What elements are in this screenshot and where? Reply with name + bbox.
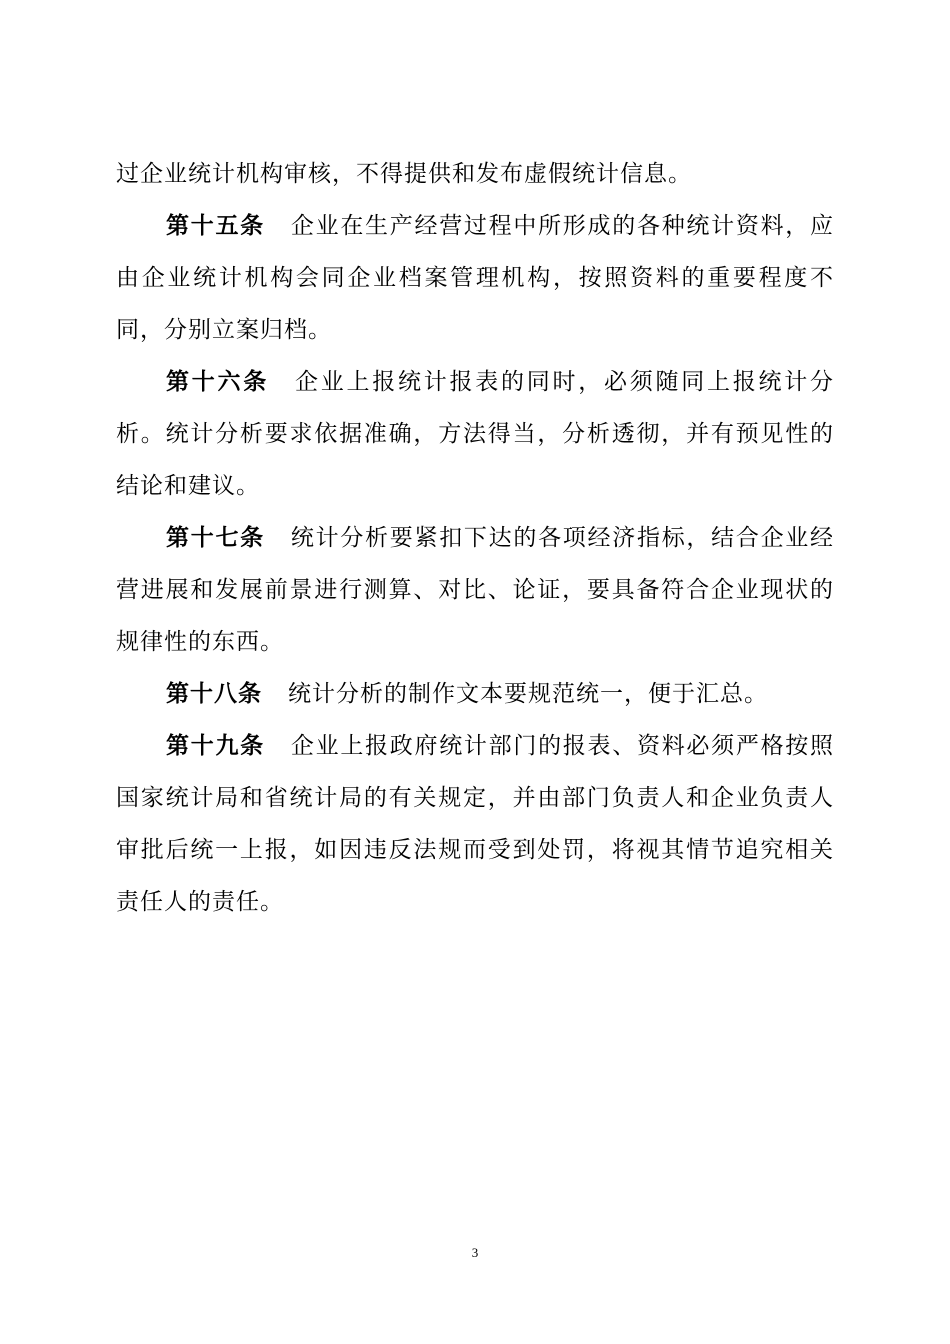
page-number: 3 [471,1245,479,1260]
article-18 [116,668,834,720]
article-17-text: 统计分析要紧扣下达的各项经济指标，结合企业经营进展和发展前景进行测算、对比、论证，要具备符合企业现状的规律性的东西。 [116,525,835,655]
continuation-paragraph [116,148,834,200]
document-body [116,148,834,928]
article-17-number: 第十七条 [166,524,265,551]
article-16 [116,356,834,512]
article-16-text: 企业上报统计报表的同时，必须随同上报统计分析。统计分析要求依据准确，方法得当，分析透彻，并有预见性的结论和建议。 [116,369,834,499]
article-18-number: 第十八条 [166,680,262,707]
article-15 [116,200,834,356]
article-18-text: 统计分析的制作文本要规范统一，便于汇总。 [288,681,768,707]
continuation-text: 过企业统计机构审核，不得提供和发布虚假统计信息。 [116,161,692,187]
article-19-number: 第十九条 [166,732,265,759]
article-15-number: 第十五条 [166,212,265,239]
article-15-text: 企业在生产经营过程中所形成的各种统计资料，应由企业统计机构会同企业档案管理机构，按照资料的重要程度不同，分别立案归档。 [116,213,835,343]
article-19 [116,720,834,928]
article-17 [116,512,834,668]
article-16-number: 第十六条 [166,368,269,395]
article-19-text: 企业上报政府统计部门的报表、资料必须严格按照国家统计局和省统计局的有关规定，并由部门负责人和企业负责人审批后统一上报，如因违反法规而受到处罚，将视其情节追究相关责任人的责任。 [116,733,835,915]
